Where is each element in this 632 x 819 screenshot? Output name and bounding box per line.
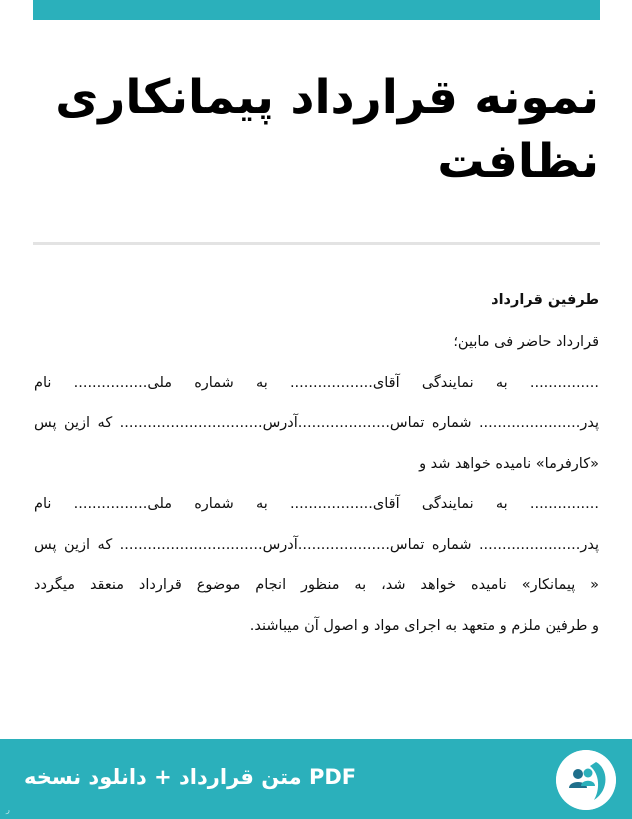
- title-line-1: نمونه قرارداد پیمانکاری: [55, 70, 599, 125]
- download-cta-text[interactable]: متن قرارداد + دانلود نسخه PDF: [24, 765, 357, 789]
- section-heading: طرفین قرارداد: [491, 292, 599, 308]
- contract-line: پدر...................... شماره تماس....................آدرس............................... که ازین پس: [34, 536, 599, 553]
- contract-line: ............... به نمایندگی آقای.................. به شماره ملی................ نام: [34, 496, 599, 512]
- footer-banner[interactable]: [0, 739, 632, 819]
- contract-line: ............... به نمایندگی آقای.................. به شماره ملی................ نام: [34, 374, 599, 391]
- title-divider: [33, 242, 600, 245]
- contract-line: و طرفین ملزم و متعهد به اجرای مواد و اصول آن میباشند.: [249, 617, 599, 634]
- page-title: [39, 66, 599, 194]
- title-line-2: نظافت: [437, 134, 599, 189]
- top-accent-bar: [33, 0, 600, 20]
- people-icon: [556, 750, 616, 810]
- corner-mark: ر: [6, 805, 10, 814]
- contract-body: [34, 290, 599, 656]
- contract-line: قرارداد حاضر فی مابین؛: [453, 334, 599, 350]
- contract-line: « پیمانکار» نامیده خواهد شد، به منظور انجام موضوع قرارداد منعقد میگردد: [34, 577, 599, 593]
- contract-line: پدر...................... شماره تماس....................آدرس............................... که ازین پس: [34, 415, 599, 431]
- contract-line: «کارفرما» نامیده خواهد شد و: [419, 455, 599, 472]
